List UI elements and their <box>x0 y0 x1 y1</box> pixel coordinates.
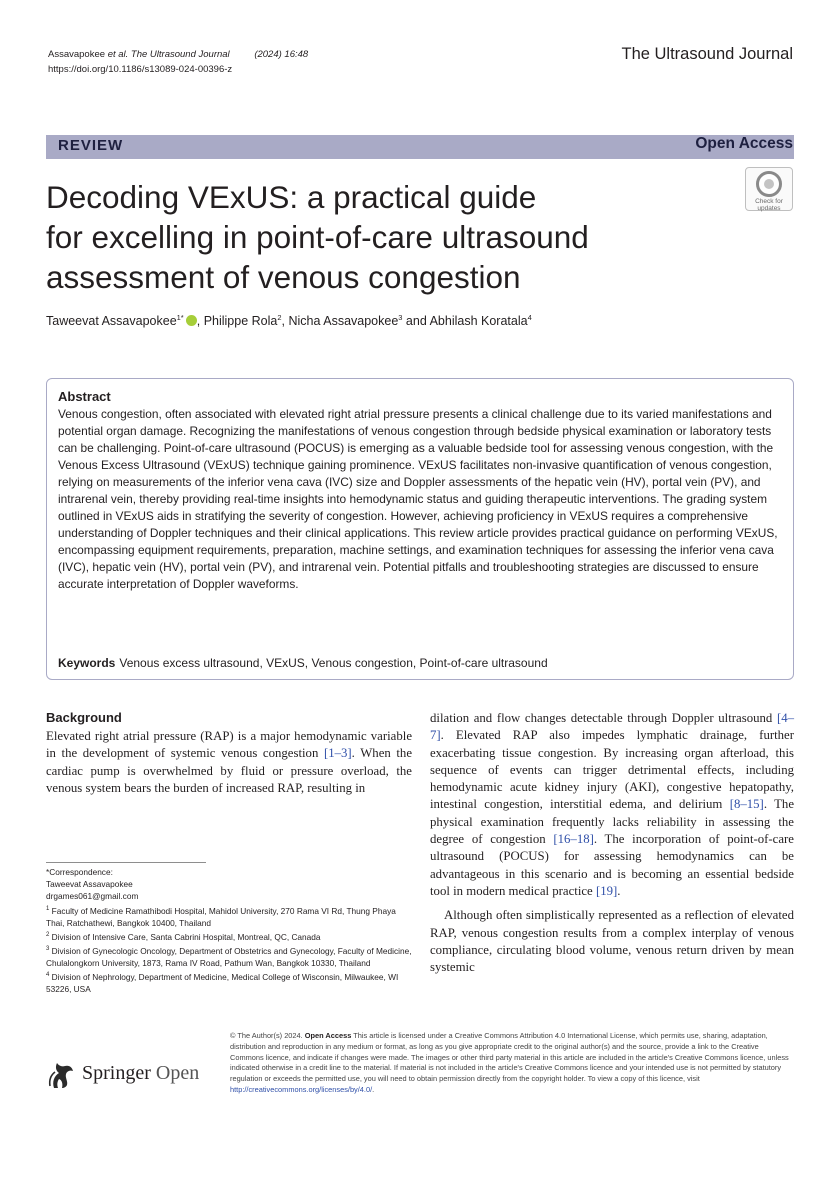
license-link[interactable]: http://creativecommons.org/licenses/by/4.0/ <box>230 1084 373 1094</box>
paragraph: dilation and flow changes detectable through Doppler ultrasound [4–7]. Elevated RAP also impedes lymphatic drainage, further exacerbating tissue congestion. By increasing organ afterload, this sequence of events can trigger detrimental effects, including hemodynamic acute kidney injury (AKI), congestive hepatopathy, intestinal congestion, interstitial edema, and delirium [8–15]. The physical examination frequently lacks reliability in assessing the degree of congestion [16–18]. The incorporation of point-of-care ultrasound (POCUS) for assessing hemodynamics can be advantageous in this scenario and is becoming an essential bedside tool in modern medical practice [19]. <box>430 711 794 898</box>
body-column-left: Elevated right atrial pressure (RAP) is a major hemodynamic variable in the development of systemic venous congestion [1–3]. When the cardiac pump is overwhelmed by fluid or pressure overload, the venous system bears the burden of increased RAP, resulting in <box>46 729 413 795</box>
citation-year: (2024) 16:48 <box>254 49 309 60</box>
title-line: Decoding VExUS: a practical guide <box>46 179 537 215</box>
check-updates-icon <box>756 171 782 197</box>
author-name[interactable]: Abhilash Koratala <box>429 314 528 329</box>
license-text: © The Author(s) 2024. Open Access This article is licensed under a Creative Commons Attribution 4.0 International License, which permits use, sharing, adaptation, distribution and reproduction in any medium or format, as long as you give appropriate credit to the original author(s) and the source, provide a link to the Creative Commons licence, and indicate if changes were made. The images or other third party material in this article are included in the article's Creative Commons licence, unless indicated otherwise in a credit line to the material. If material is not included in the article's Creative Commons licence and your intended use is not permitted by statutory regulation or exceeds the permitted use, you will need to obtain permission directly from the copyright holder. To view a copy of this licence, visit http://creativecommons.org/licenses/by/4.0/. <box>230 1031 789 1094</box>
title-line: assessment of venous congestion <box>46 259 521 295</box>
author-affiliation: 2 <box>277 313 282 322</box>
citation-link[interactable]: [1–3] <box>323 746 352 761</box>
citation-link[interactable]: [16–18] <box>553 832 594 847</box>
footnotes <box>46 866 412 995</box>
abstract-text: Venous congestion, often associated with elevated right atrial pressure presents a clinical challenge due to its varied manifestations and potential organ damage. Recognizing the manifestations of venous congestion through bedside physical examination or laboratory tests can be challenging. Point-of-care ultrasound (POCUS) is emerging as a valuable bedside tool for assessing venous congestion, with the Venous Excess Ultrasound (VExUS) technique gaining prominence. VExUS facilitates non-invasive quantification of venous congestion, relying on measurements of the inferior vena cava (IVC) size and Doppler assessments of the hepatic vein (HV), portal vein (PV), and intrarenal vein, thereby providing real-time insights into hemodynamic status and guiding therapeutic interventions. The grading system outlined in VExUS aids in stratifying the severity of congestion. However, achieving proficiency in VExUS requires a comprehensive understanding of Doppler techniques and their clinical applications. This review article provides practical guidance on performing VExUS, encompassing equipment requirements, preparation, machine settings, and examination techniques for assessing the inferior vena cava (IVC), hepatic vein (HV), portal vein (PV), and intrarenal vein. Potential pitfalls and troubleshooting strategies are discussed to ensure accurate interpretation of Doppler waveforms. <box>58 407 778 591</box>
affiliation: $^1$ Faculty of Medicine Ramathibodi Hospital, Mahidol University, 270 Rama VI Rd, Thung Phaya Thai, Ratchathewi, Bangkok 10400, Thailand <box>46 905 396 928</box>
article-title <box>46 177 736 297</box>
check-updates-label: Check for updates <box>755 198 783 212</box>
citation-authors: Assavapokee <box>48 49 106 60</box>
check-for-updates-button[interactable] <box>745 167 793 211</box>
correspondence-name: Taweevat Assavapokee <box>46 879 133 890</box>
correspondence-label: *Correspondence: <box>46 867 113 877</box>
author-affiliation: 1* <box>176 313 184 322</box>
author-list: Taweevat Assavapokee$^{1*}$ , Philippe Rola$^2$, Nicha Assavapokee$^3$ and Abhilash Koratala$^4$ <box>46 313 532 329</box>
citation-link[interactable]: [4–7] <box>430 711 794 743</box>
affiliation: $^2$ Division of Intensive Care, Santa Cabrini Hospital, Montreal, QC, Canada <box>46 931 321 942</box>
publisher-logo[interactable] <box>46 1056 222 1094</box>
citation <box>48 47 308 62</box>
running-header <box>48 47 308 77</box>
title-line: for excelling in point-of-care ultrasound <box>46 219 589 255</box>
citation-link[interactable]: [19] <box>595 883 618 898</box>
article-type-banner <box>46 135 794 159</box>
open-access-label: Open Access <box>695 135 793 152</box>
author-name[interactable]: Taweevat Assavapokee <box>46 314 177 329</box>
publisher-name: Springer Open <box>82 1062 200 1084</box>
journal-name: The Ultrasound Journal <box>621 45 793 63</box>
citation-journal: et al. The Ultrasound Journal <box>107 49 230 60</box>
paragraph: Although often simplistically represented as a reflection of elevated RAP, venous congestion results from a complex interplay of venous compliance, circulating blood volume, venous return driven by mean systemic <box>430 908 794 975</box>
citation-link[interactable]: [8–15] <box>729 797 764 812</box>
footnote-divider <box>46 862 206 863</box>
affiliation: $^3$ Division of Gynecologic Oncology, Department of Obstetrics and Gynecology, Faculty of Medicine, Chulalongkorn University, 1873, Rama IV Road, Pathum Wan, Bangkok 10330, Thailand <box>46 945 412 968</box>
keywords-label: Keywords <box>58 656 116 670</box>
author-name[interactable]: Philippe Rola <box>203 314 278 329</box>
springer-horse-icon <box>46 1058 76 1090</box>
section-heading-background: Background <box>46 710 122 725</box>
author-name[interactable]: Nicha Assavapokee <box>288 314 399 329</box>
article-type: REVIEW <box>58 137 124 154</box>
correspondence-email[interactable]: drgames061@gmail.com <box>46 891 139 902</box>
abstract-heading: Abstract <box>58 389 111 404</box>
keywords-list: Venous excess ultrasound, VExUS, Venous congestion, Point-of-care ultrasound <box>119 656 548 670</box>
keywords <box>58 656 548 670</box>
author-affiliation: 4 <box>527 313 532 322</box>
affiliation: $^4$ Division of Nephrology, Department of Medicine, Medical College of Wisconsin, Milwaukee, WI 53226, USA <box>46 971 399 994</box>
author-affiliation: 3 <box>398 313 403 322</box>
doi-link[interactable]: https://doi.org/10.1186/s13089-024-00396-z <box>48 64 233 75</box>
body-column-right <box>430 710 794 976</box>
orcid-icon[interactable] <box>186 315 197 326</box>
